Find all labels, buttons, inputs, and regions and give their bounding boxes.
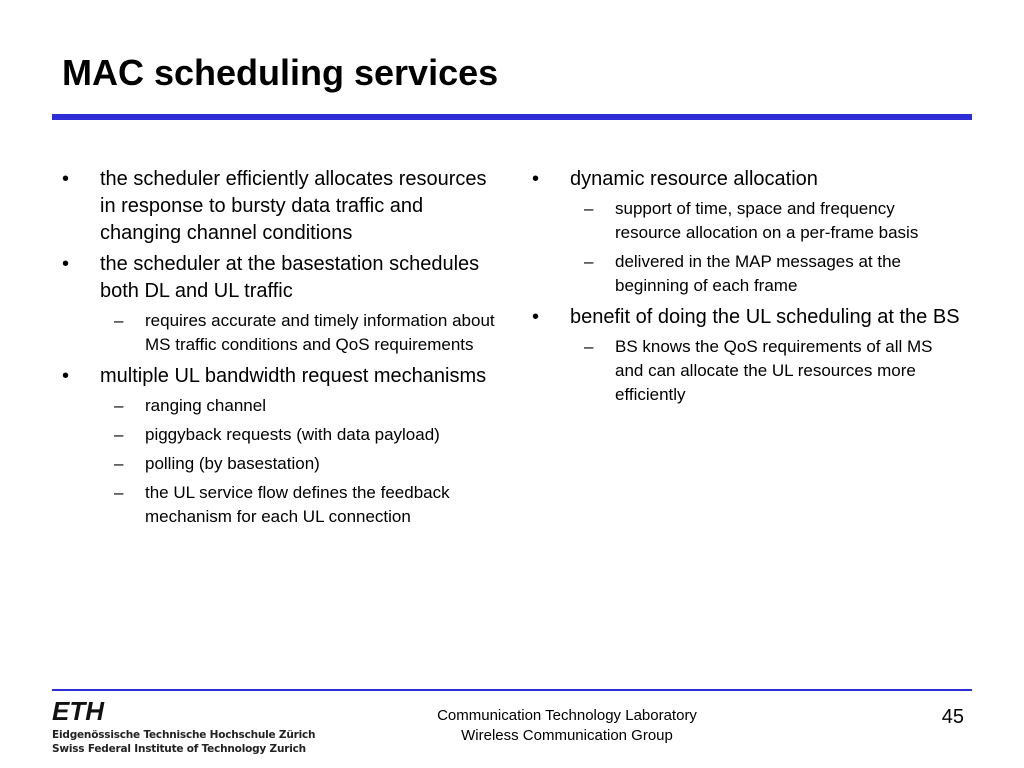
- dash-icon: –: [584, 337, 594, 356]
- bullet-item: [532, 166, 962, 298]
- sub-bullet-list: [100, 394, 502, 529]
- sub-bullet-list: [570, 197, 962, 298]
- sub-bullet-list: [100, 309, 502, 357]
- dash-icon: –: [114, 311, 124, 330]
- bullet-text: multiple UL bandwidth request mechanisms: [100, 365, 487, 387]
- dash-icon: –: [584, 199, 594, 218]
- footer-divider: [52, 689, 972, 691]
- dash-icon: –: [114, 425, 124, 444]
- sub-bullet-text: polling (by basestation): [145, 454, 320, 473]
- bullet-text: dynamic resource allocation: [570, 168, 818, 190]
- sub-bullet-list: [570, 335, 962, 407]
- sub-bullet-text: piggyback requests (with data payload): [145, 425, 440, 444]
- sub-bullet-text: BS knows the QoS requirements of all MS and can allocate the UL resources more efficiently: [615, 337, 933, 404]
- bullet-icon: •: [532, 168, 540, 190]
- bullet-icon: •: [532, 306, 540, 328]
- logo-line-english: Swiss Federal Institute of Technology Zurich: [52, 743, 306, 755]
- bullet-item: [532, 304, 962, 407]
- footer-lab: Communication Technology Laboratory: [437, 707, 697, 724]
- right-bullet-list: [532, 166, 962, 407]
- sub-bullet-text: delivered in the MAP messages at the beginning of each frame: [615, 252, 902, 295]
- bullet-icon: •: [62, 365, 70, 387]
- dash-icon: –: [114, 483, 124, 502]
- bullet-icon: •: [62, 253, 70, 275]
- dash-icon: –: [584, 252, 594, 271]
- dash-icon: –: [114, 454, 124, 473]
- sub-bullet-item: [570, 335, 962, 407]
- sub-bullet-text: the UL service flow defines the feedback mechanism for each UL connection: [145, 483, 450, 526]
- sub-bullet-item: [100, 309, 502, 357]
- title-divider: [52, 114, 972, 120]
- sub-bullet-item: [100, 423, 502, 447]
- bullet-item: [62, 166, 502, 247]
- logo-line-german: Eidgenössische Technische Hochschule Zürich: [52, 729, 316, 741]
- right-column: [532, 166, 962, 413]
- bullet-item: [62, 251, 502, 357]
- bullet-text: benefit of doing the UL scheduling at the BS: [570, 306, 960, 328]
- sub-bullet-text: support of time, space and frequency resource allocation on a per-frame basis: [615, 199, 919, 242]
- eth-logo-text: ETH: [52, 699, 104, 723]
- eth-logo-mark-icon: [52, 699, 116, 723]
- left-bullet-list: [62, 166, 502, 529]
- sub-bullet-item: [100, 452, 502, 476]
- footer-affiliation: [412, 706, 722, 746]
- sub-bullet-item: [570, 250, 962, 298]
- sub-bullet-item: [100, 394, 502, 418]
- bullet-item: [62, 363, 502, 529]
- sub-bullet-text: ranging channel: [145, 396, 266, 415]
- sub-bullet-item: [100, 481, 502, 529]
- left-column: [62, 166, 502, 535]
- bullet-icon: •: [62, 168, 70, 190]
- sub-bullet-text: requires accurate and timely information about MS traffic conditions and QoS requirements: [145, 311, 495, 354]
- bullet-text: the scheduler efficiently allocates resources in response to bursty data traffic and changing channel conditions: [100, 168, 487, 244]
- page-number: 45: [941, 706, 964, 728]
- slide-title: MAC scheduling services: [62, 52, 499, 93]
- dash-icon: –: [114, 396, 124, 415]
- footer-group: Wireless Communication Group: [461, 727, 673, 744]
- sub-bullet-item: [570, 197, 962, 245]
- eth-logo: [52, 699, 316, 759]
- bullet-text: the scheduler at the basestation schedules both DL and UL traffic: [100, 253, 480, 302]
